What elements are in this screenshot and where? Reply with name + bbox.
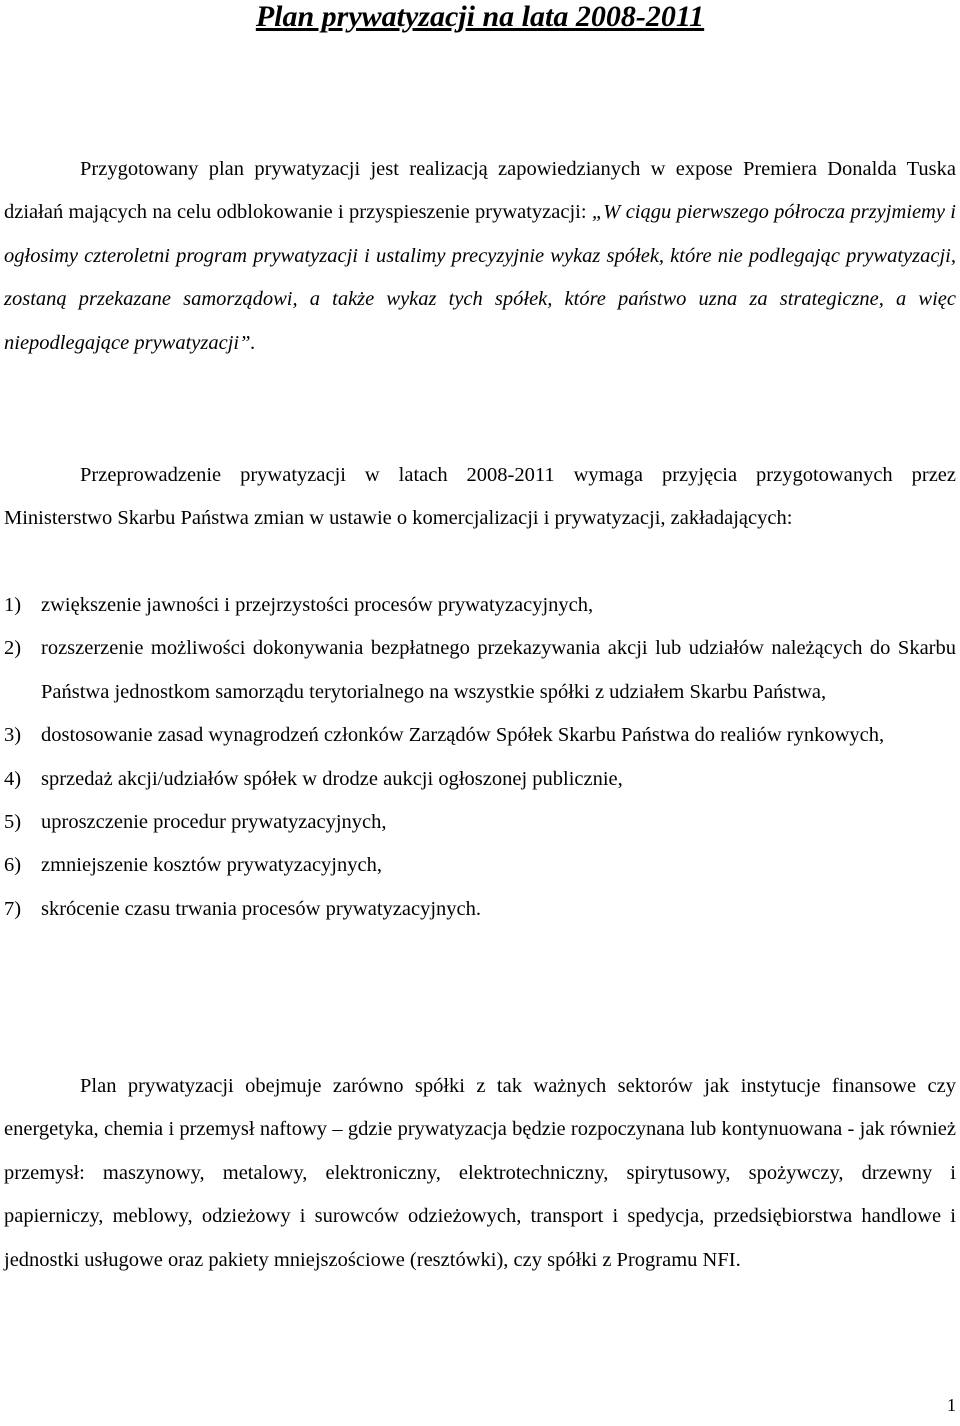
list-item [4, 627, 956, 714]
list-item-text: skrócenie czasu trwania procesów prywatyzacyjnych. [41, 897, 481, 920]
list-item-number: 7) [4, 897, 22, 920]
list-item-number: 6) [4, 854, 22, 877]
paragraph-legislation-intro: Przeprowadzenie prywatyzacji w latach 2008-2011 wymaga przyjęcia przygotowanych przez Ministerstwo Skarbu Państwa zmian w ustawie o komercjalizacji i prywatyzacji, zakładających: [4, 464, 956, 530]
changes-list [4, 584, 956, 931]
list-item-text: dostosowanie zasad wynagrodzeń członków Zarządów Spółek Skarbu Państwa do realiów rynkowych, [41, 724, 885, 747]
list-item [4, 801, 956, 844]
paragraph-expose-intro: Przygotowany plan prywatyzacji jest realizacją zapowiedzianych w expose Premiera Donalda Tuska działań mających na celu odblokowanie i przyspieszenie prywatyzacji: [4, 158, 956, 224]
list-item [4, 584, 956, 627]
document-title: Plan prywatyzacji na lata 2008-2011 [255, 0, 705, 33]
list-item-text: sprzedaż akcji/udziałów spółek w drodze aukcji ogłoszonej publicznie, [41, 767, 623, 790]
list-item-text: uproszczenie procedur prywatyzacyjnych, [41, 811, 387, 834]
expose-quote: „W ciągu pierwszego półrocza przyjmiemy i ogłosimy czteroletni program prywatyzacji i ustalimy precyzyjnie wykaz spółek, które nie podlegając prywatyzacji, zostaną przekazane samorządowi, a także wykaz tych spółek, które państwo uzna za strategiczne, a więc niepodlegające prywatyzacji”. [4, 201, 956, 354]
list-item-number: 3) [4, 724, 22, 747]
list-item-text: zmniejszenie kosztów prywatyzacyjnych, [41, 854, 382, 877]
list-item-number: 4) [4, 767, 22, 790]
paragraph-legislation [4, 454, 956, 541]
list-item-text: rozszerzenie możliwości dokonywania bezpłatnego przekazywania akcji lub udziałów należących do Skarbu Państwa jednostkom samorządu terytorialnego na wszystkie spółki z udziałem Skarbu Państwa, [41, 637, 956, 703]
list-item-number: 2) [4, 637, 22, 660]
list-item [4, 758, 956, 801]
list-item-number: 5) [4, 811, 22, 834]
list-item [4, 844, 956, 887]
list-item [4, 714, 956, 757]
list-item-number: 1) [4, 594, 22, 616]
list-item [4, 888, 956, 931]
paragraph-sectors-text: Plan prywatyzacji obejmuje zarówno spółki z tak ważnych sektorów jak instytucje finansowe czy energetyka, chemia i przemysł naftowy – gdzie prywatyzacja będzie rozpoczynana lub kontynuowana - jak również przemysł: maszynowy, metalowy, elektroniczny, elektrotechniczny, spirytusowy, spożywczy, drzewny i papierniczy, meblowy, odzieżowy i surowców odzieżowych, transport i spedycja, przedsiębiorstwa handlowe i jednostki usługowe oraz pakiety mniejszościowe (resztówki), czy spółki z Programu NFI. [4, 1075, 956, 1271]
paragraph-expose [4, 148, 956, 365]
page-number: 1 [947, 1395, 956, 1415]
paragraph-sectors [4, 1065, 956, 1282]
list-item-text: zwiększenie jawności i przejrzystości procesów prywatyzacyjnych, [41, 594, 594, 616]
